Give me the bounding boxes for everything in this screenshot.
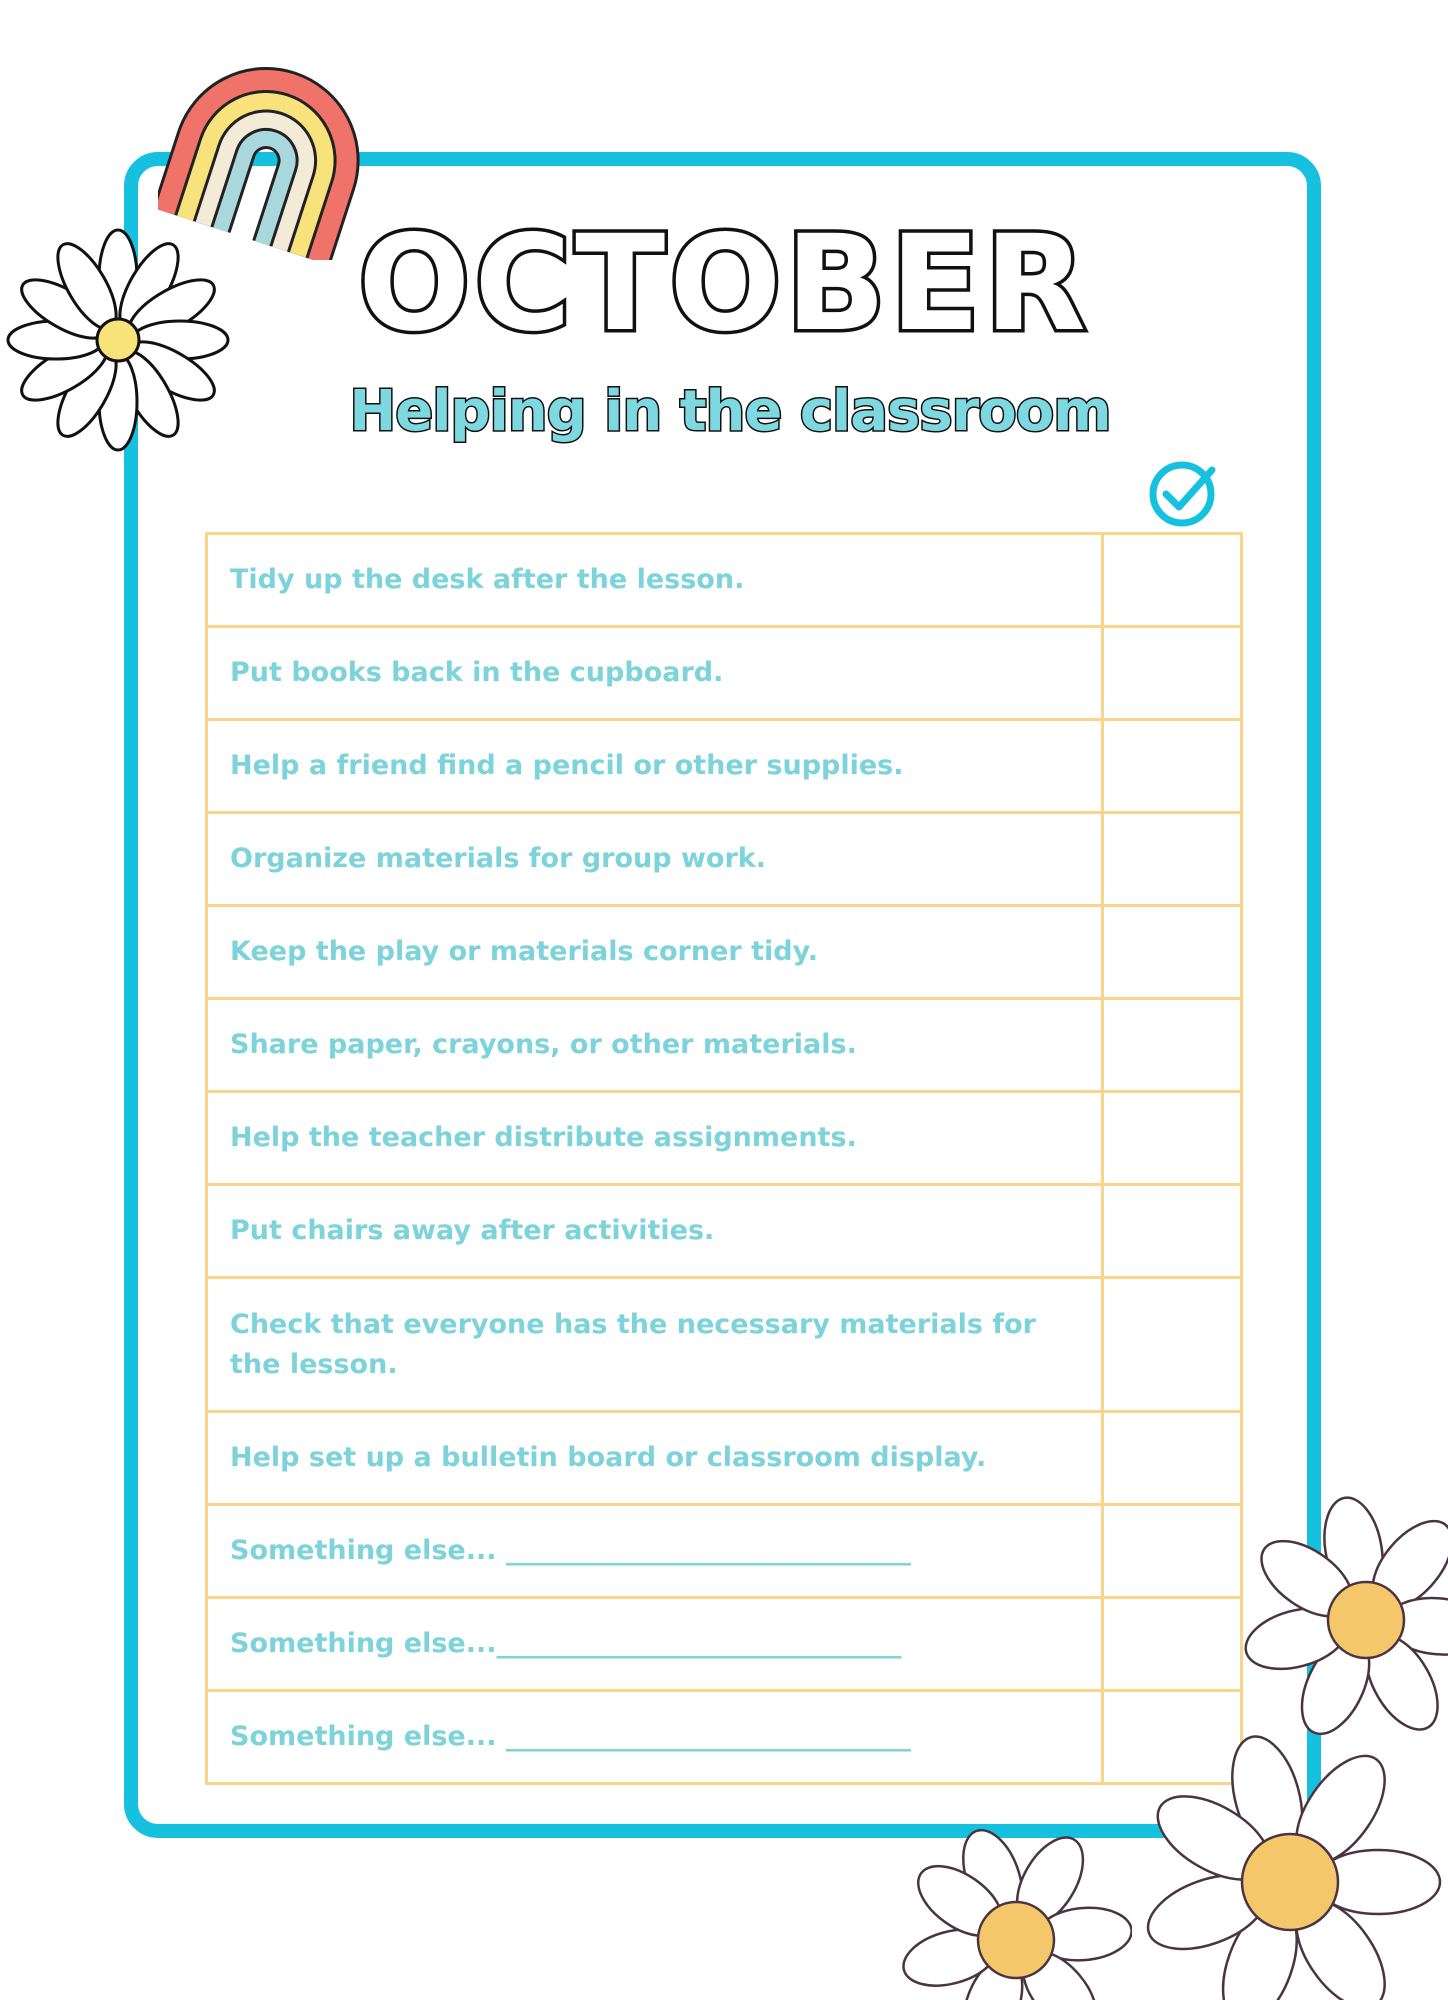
daisy-icon — [1140, 1720, 1448, 2000]
table-row — [207, 906, 1242, 999]
check-box[interactable] — [1102, 720, 1241, 813]
task-checklist — [205, 532, 1243, 1785]
check-box[interactable] — [1102, 999, 1241, 1092]
table-row — [207, 1691, 1242, 1784]
check-box[interactable] — [1102, 627, 1241, 720]
table-row — [207, 1412, 1242, 1505]
task-label: Help the teacher distribute assignments. — [207, 1092, 1103, 1185]
task-label: Organize materials for group work. — [207, 813, 1103, 906]
check-box[interactable] — [1102, 906, 1241, 999]
check-box[interactable] — [1102, 1505, 1241, 1598]
task-label: Put books back in the cupboard. — [207, 627, 1103, 720]
table-row — [207, 720, 1242, 813]
page-subtitle: Helping in the classroom — [349, 379, 1111, 444]
check-box[interactable] — [1102, 1598, 1241, 1691]
task-label: Help set up a bulletin board or classroom display. — [207, 1412, 1103, 1505]
task-label: Tidy up the desk after the lesson. — [207, 534, 1103, 627]
table-row — [207, 813, 1242, 906]
table-row — [207, 1505, 1242, 1598]
table-row — [207, 999, 1242, 1092]
task-label: Keep the play or materials corner tidy. — [207, 906, 1103, 999]
check-box[interactable] — [1102, 1185, 1241, 1278]
checkmark-circle-icon — [1146, 456, 1222, 532]
table-row — [207, 1185, 1242, 1278]
check-box[interactable] — [1102, 1092, 1241, 1185]
page-title: OCTOBER — [358, 207, 1090, 361]
task-label: Check that everyone has the necessary materials for the lesson. — [207, 1278, 1103, 1412]
check-box[interactable] — [1102, 813, 1241, 906]
write-in-label[interactable]: Something else...______________________________ — [207, 1598, 1103, 1691]
table-row — [207, 627, 1242, 720]
check-box[interactable] — [1102, 1278, 1241, 1412]
table-row — [207, 1092, 1242, 1185]
write-in-label[interactable]: Something else... ______________________________ — [207, 1691, 1103, 1784]
task-label: Share paper, crayons, or other materials. — [207, 999, 1103, 1092]
task-label: Help a friend find a pencil or other supplies. — [207, 720, 1103, 813]
daisy-icon — [6, 228, 230, 452]
daisy-icon — [892, 1820, 1132, 2000]
write-in-label[interactable]: Something else... ______________________________ — [207, 1505, 1103, 1598]
table-row — [207, 534, 1242, 627]
task-label: Put chairs away after activities. — [207, 1185, 1103, 1278]
check-box[interactable] — [1102, 1412, 1241, 1505]
check-box[interactable] — [1102, 534, 1241, 627]
table-row — [207, 1598, 1242, 1691]
table-row — [207, 1278, 1242, 1412]
